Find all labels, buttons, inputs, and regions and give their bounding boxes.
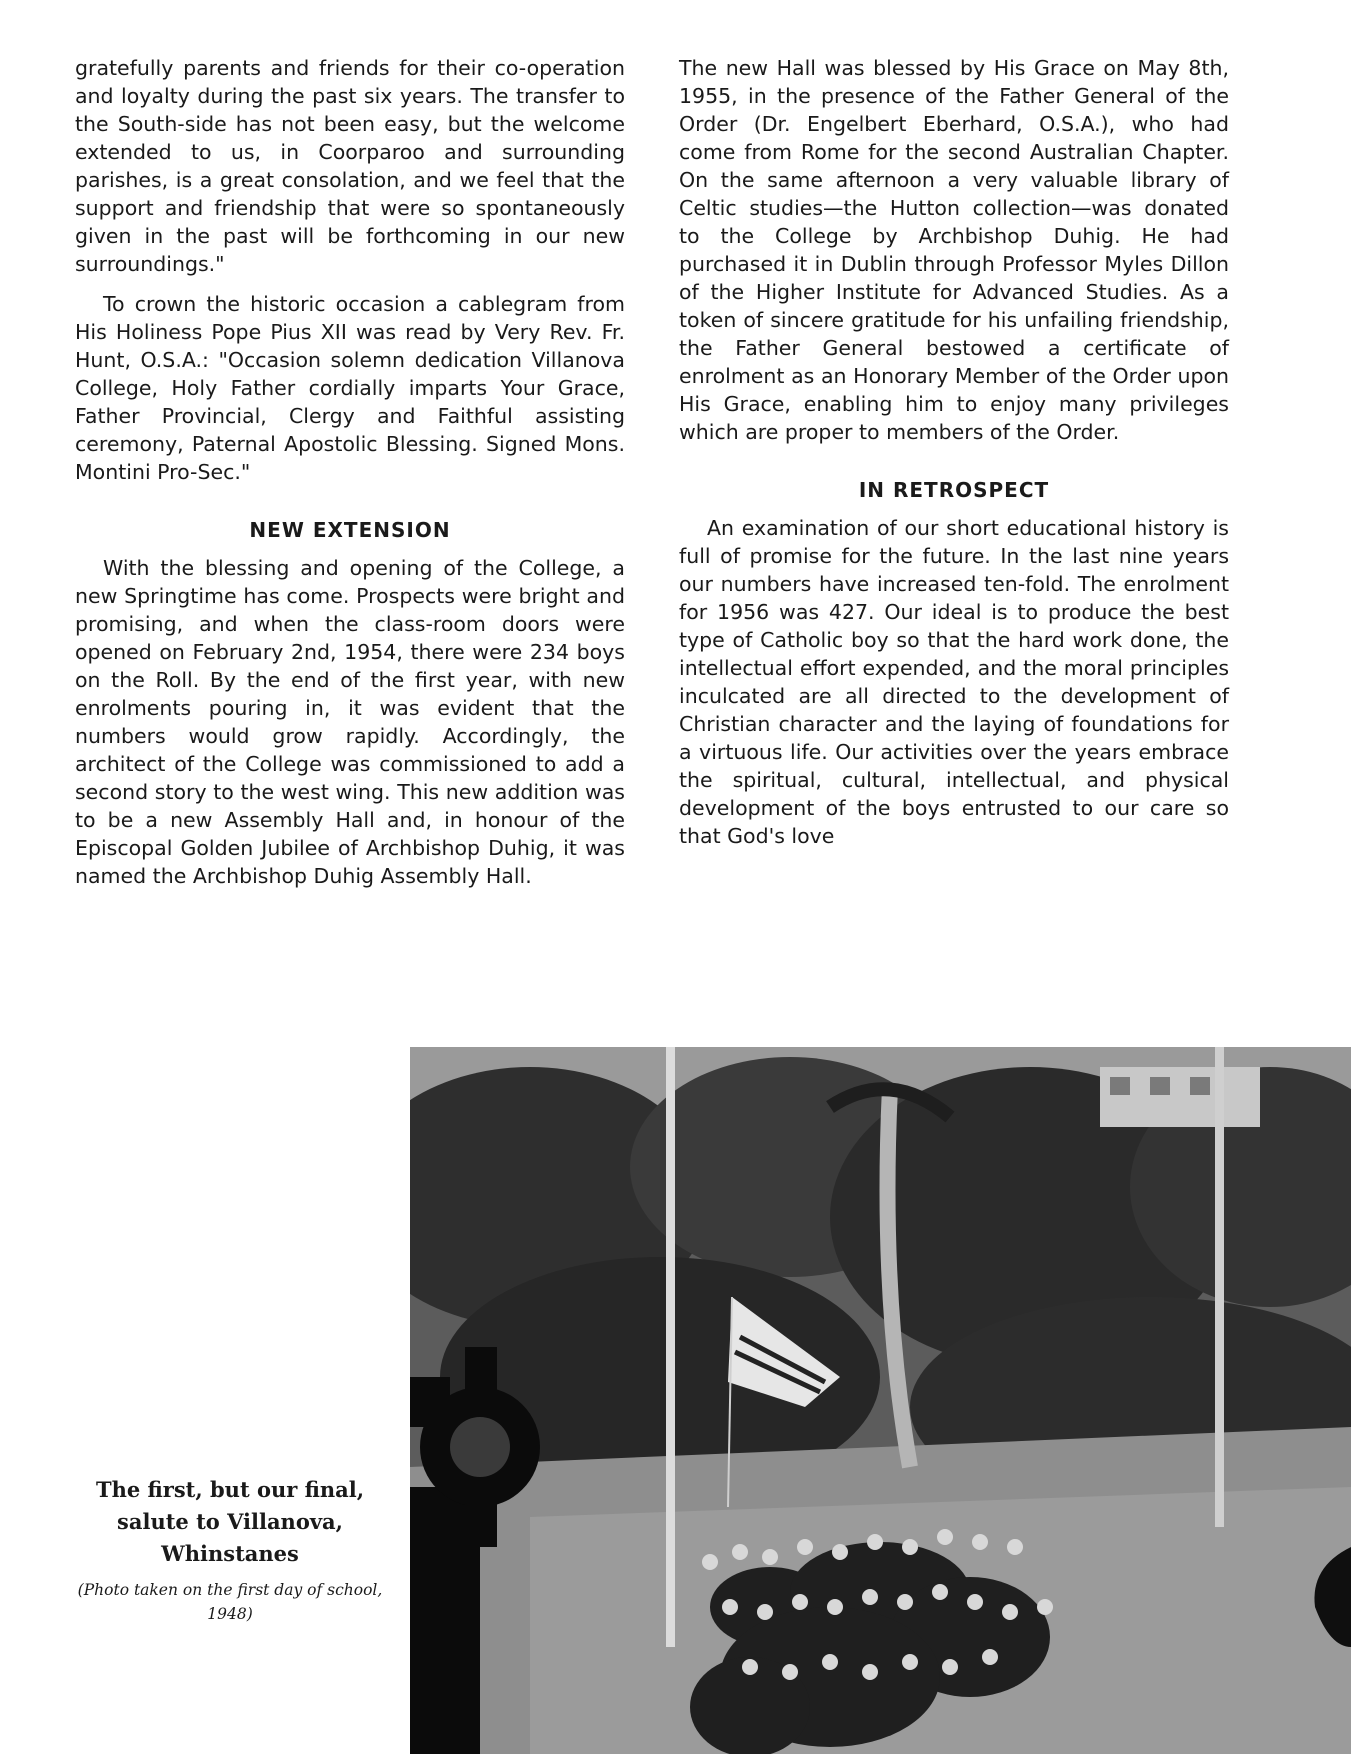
right-column xyxy=(679,54,1229,850)
section-heading-in-retrospect: IN RETROSPECT xyxy=(858,478,1050,502)
caption-title: The first, but our final, salute to Villanova, Whinstanes xyxy=(95,1477,365,1566)
caption-note: (Photo taken on the first day of school, 1948) xyxy=(77,1581,383,1623)
left-paragraph-2: To crown the historic occasion a cablegram from His Holiness Pope Pius XII was read by Very Rev. Fr. Hunt, O.S.A.: "Occasion solemn dedication Villanova College, Holy Father cordially imparts Your Grace, Father Provincial, Clergy and Faithful assisting ceremony, Paternal Apostolic Blessing. Signed Mons. Montini Pro-Sec." xyxy=(75,292,625,484)
left-paragraph-3: With the blessing and opening of the College, a new Springtime has come. Prospects were bright and promising, and when the class-room doors were opened on February 2nd, 1954, there were 234 boys on the Roll. By the end of the first year, with new enrolments pouring in, it was evident that the numbers would grow rapidly. Accordingly, the architect of the College was commissioned to add a second story to the west wing. This new addition was to be a new Assembly Hall and, in honour of the Episcopal Golden Jubilee of Archbishop Duhig, it was named the Archbishop Duhig Assembly Hall. xyxy=(75,556,625,888)
left-paragraph-1: gratefully parents and friends for their co-operation and loyalty during the past six years. The transfer to the South-side has not been easy, but the welcome extended to us, in Coorparoo and surrounding parishes, is a great consolation, and we feel that the support and friendship that were so spontaneously given in the past will be forthcoming in our new surroundings." xyxy=(75,56,625,276)
right-paragraph-2: An examination of our short educational history is full of promise for the future. In the last nine years our numbers have increased ten-fold. The enrolment for 1956 was 427. Our ideal is to produce the best type of Catholic boy so that the hard work done, the intellectual effort expended, and the moral principles inculcated are all directed to the development of Christian character and the laying of foundations for a virtuous life. Our activities over the years embrace the spiritual, cultural, intellectual, and physical development of the boys entrusted to our care so that God's love xyxy=(679,516,1229,848)
flag-salute-photo xyxy=(410,1047,1351,1754)
section-heading-new-extension: NEW EXTENSION xyxy=(249,518,451,542)
right-paragraph-1: The new Hall was blessed by His Grace on May 8th, 1955, in the presence of the Father General of the Order (Dr. Engelbert Eberhard, O.S.A.), who had come from Rome for the second Australian Chapter. On the same afternoon a very valuable library of Celtic studies—the Hutton collection—was donated to the College by Archbishop Duhig. He had purchased it in Dublin through Professor Myles Dillon of the Higher Institute for Advanced Studies. As a token of sincere gratitude for his unfailing friendship, the Father General bestowed a certificate of enrolment as an Honorary Member of the Order upon His Grace, enabling him to enjoy many privileges which are proper to members of the Order. xyxy=(679,56,1229,444)
flag-salute-photo-icon xyxy=(410,1047,1351,1754)
left-column xyxy=(75,54,625,890)
photo-caption xyxy=(70,1474,390,1626)
